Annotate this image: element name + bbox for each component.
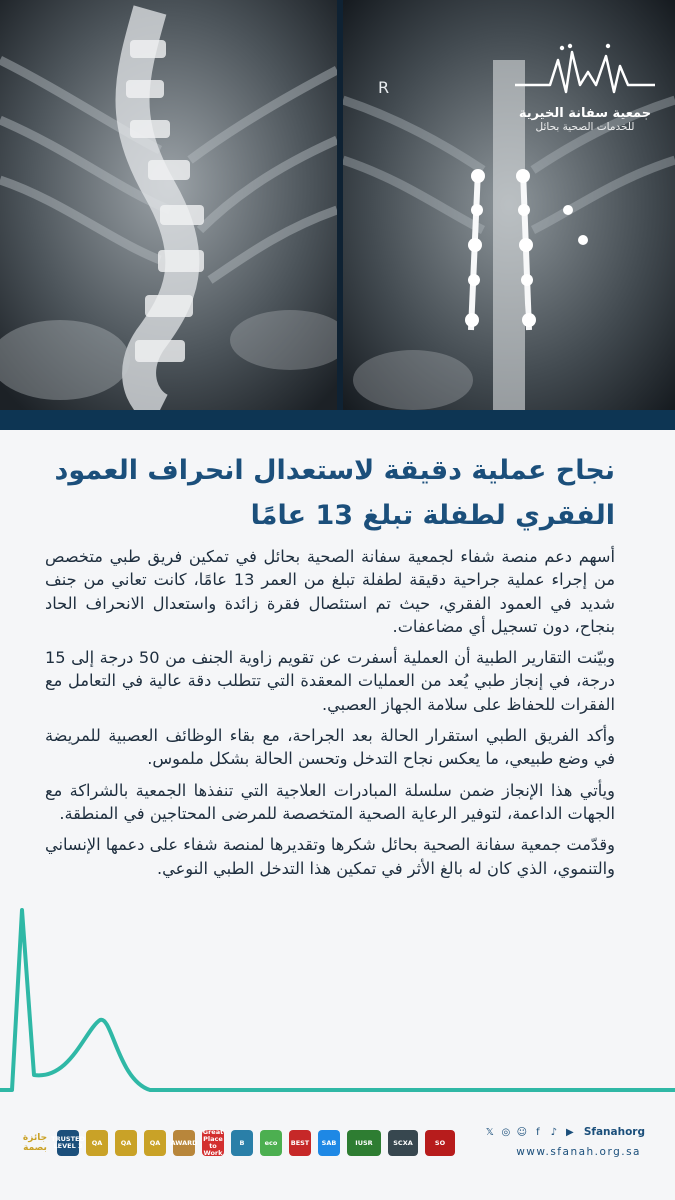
sponsor-logo: QA xyxy=(86,1130,108,1156)
sponsor-logo: QA xyxy=(115,1130,137,1156)
tiktok-icon[interactable]: ♪ xyxy=(550,1126,558,1138)
paragraph: وأكد الفريق الطبي استقرار الحالة بعد الجراحة، مع بقاء الوظائف العصبية للمريضة في وضع طبيعي، ما يعكس نجاح التدخل وتحسن الحالة بشكل ملموس. xyxy=(45,726,615,769)
sponsor-logo: SAB xyxy=(318,1130,340,1156)
article-body xyxy=(45,545,615,888)
paragraph: ويأتي هذا الإنجاز ضمن سلسلة المبادرات العلاجية التي تنفذها الجمعية بالشراكة مع الجهات الداعمة، لتوفير الرعاية الصحية المتخصصة للمرضى المحتاجين في المنطقة. xyxy=(45,780,615,823)
logo-tagline: للخدمات الصحية بحائل xyxy=(535,121,635,133)
facebook-icon[interactable]: f xyxy=(536,1126,540,1138)
sponsor-logo: Great Place to Work xyxy=(202,1128,224,1157)
award-badge: جائزة بصمة xyxy=(22,1133,48,1153)
heartbeat-logo-icon xyxy=(510,40,660,100)
social-links xyxy=(484,1126,645,1138)
xray-images xyxy=(0,0,675,430)
instagram-icon[interactable]: ◎ xyxy=(501,1126,511,1138)
sponsor-logo: eco xyxy=(260,1130,282,1156)
paragraph: وقدّمت جمعية سفانة الصحية بحائل شكرها وتقديرها لمنصة شفاء على دعمها الإنساني والتنموي، الذي كان له بالغ الأثر في تمكين هذا التدخل الطبي النوعي. xyxy=(45,835,615,878)
sponsor-logo: BEST xyxy=(289,1130,311,1156)
image-banner-strip xyxy=(0,410,675,430)
paragraph: وبيّنت التقارير الطبية أن العملية أسفرت عن تقويم زاوية الجنف من 50 درجة إلى 15 درجة، في إنجاز طبي يُعد من العمليات المعقدة التي تتطلب دقة عالية في التعامل مع الفقرات للحفاظ على سلامة الجهاز العصبي. xyxy=(45,648,615,714)
sponsor-logo: AWARD xyxy=(173,1130,195,1156)
sponsor-logos xyxy=(20,1130,455,1156)
sponsor-logo: IUSR xyxy=(347,1130,381,1156)
heartbeat-wave-decoration xyxy=(0,880,675,1110)
x-twitter-icon[interactable]: 𝕏 xyxy=(485,1126,494,1138)
sponsor-logo: QA xyxy=(144,1130,166,1156)
logo xyxy=(505,40,665,133)
article-title: نجاح عملية دقيقة لاستعدال انحراف العمود الفقري لطفلة تبلغ 13 عامًا xyxy=(54,455,615,531)
sponsor-logo: TRUSTED LEVEL 3 xyxy=(57,1130,79,1156)
sponsor-logo: SCXA xyxy=(388,1130,418,1156)
website-link[interactable]: www.sfanah.org.sa xyxy=(516,1146,641,1158)
xray-side-marker: R xyxy=(378,78,390,97)
snapchat-icon[interactable]: ☺ xyxy=(516,1126,528,1138)
xray-before-image xyxy=(0,0,337,410)
social-handle[interactable]: Sfanahorg xyxy=(583,1126,645,1138)
logo-name: جمعية سفانة الخيرية xyxy=(518,106,652,121)
sponsor-logo: B xyxy=(231,1130,253,1156)
sponsor-logo: SO xyxy=(425,1130,455,1156)
footer xyxy=(0,1120,675,1200)
paragraph: أسهم دعم منصة شفاء لجمعية سفانة الصحية بحائل في تمكين فريق طبي متخصص من إجراء عملية جراحية دقيقة لطفلة تبلغ من العمر 13 عامًا، كانت تعاني من جنف شديد في العمود الفقري، حيث تم استئصال فقرة زائدة واستعدال الانحراف الحاد بنجاح، دون تسجيل أي مضاعفات. xyxy=(45,547,615,636)
youtube-icon[interactable]: ▶ xyxy=(565,1126,574,1138)
